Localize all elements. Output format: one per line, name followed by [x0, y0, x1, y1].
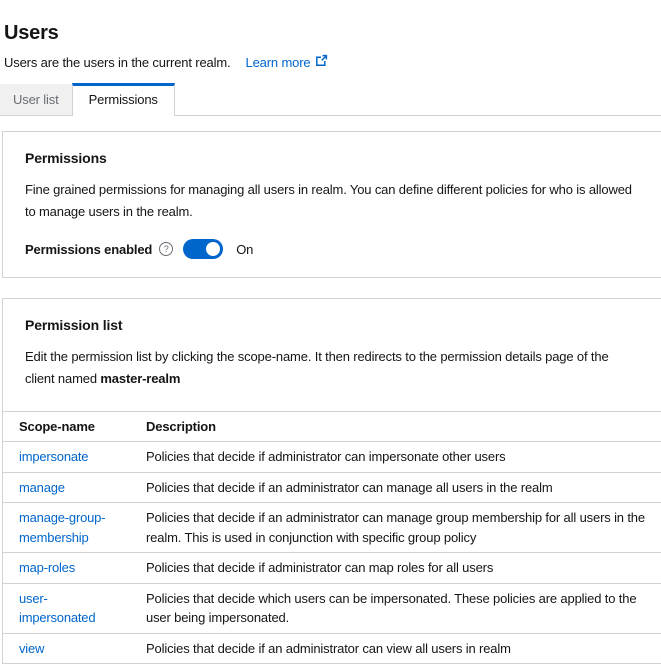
- row-description: Policies that decide if an administrator can manage group membership for all users in the realm. This is used in conjunction with specific group policy: [130, 503, 661, 553]
- row-description: Policies that decide if an administrator can view all users in realm: [130, 633, 661, 663]
- table-row: [3, 553, 661, 584]
- permission-list-description-text: Edit the permission list by clicking the scope-name. It then redirects to the permission details page of the client named: [25, 349, 609, 386]
- column-header-description: Description: [130, 412, 661, 442]
- permissions-card-title: Permissions: [25, 150, 107, 166]
- scope-link[interactable]: manage: [19, 479, 65, 495]
- tab-bar: [0, 83, 661, 116]
- table-row: [3, 442, 661, 473]
- tab-permissions[interactable]: Permissions: [72, 83, 175, 116]
- scope-link[interactable]: view: [19, 640, 45, 656]
- table-row: [3, 583, 661, 633]
- row-description: Policies that decide if an administrator can manage all users in the realm: [130, 472, 661, 503]
- scope-link[interactable]: map-roles: [19, 560, 75, 575]
- permissions-enabled-label: Permissions enabled: [25, 241, 153, 257]
- table-header-row: [3, 412, 661, 442]
- tab-user-list[interactable]: User list: [0, 84, 72, 115]
- row-description: Policies that decide if administrator can impersonate other users: [130, 442, 661, 473]
- permission-table: [3, 411, 661, 663]
- row-description: Policies that decide if administrator can map roles for all users: [130, 553, 661, 584]
- page-title: Users: [4, 22, 59, 44]
- help-question-icon[interactable]: ?: [159, 242, 173, 256]
- permissions-enabled-toggle[interactable]: [183, 239, 223, 259]
- permissions-card-description: Fine grained permissions for managing all users in realm. You can define different policies for who is allowed to manage users in the realm.: [25, 182, 632, 219]
- scope-link[interactable]: manage-group-membership: [19, 510, 106, 545]
- page-header: [0, 0, 661, 70]
- toggle-state-label: On: [236, 241, 254, 257]
- permissions-card: [2, 131, 661, 278]
- toggle-knob: [206, 242, 220, 256]
- permission-list-description: [25, 346, 637, 390]
- client-name: master-realm: [100, 371, 181, 386]
- external-link-icon: [315, 54, 328, 70]
- table-row: [3, 503, 661, 553]
- learn-more-label: Learn more: [245, 54, 311, 70]
- scope-link[interactable]: user-impersonated: [19, 590, 96, 625]
- permission-list-title: Permission list: [25, 317, 123, 333]
- scope-link[interactable]: impersonate: [19, 449, 89, 464]
- column-header-scope-name: Scope-name: [3, 412, 130, 442]
- permission-list-card: [2, 298, 661, 664]
- page-subtitle: Users are the users in the current realm.: [4, 54, 231, 70]
- learn-more-link[interactable]: [246, 54, 329, 70]
- row-description: Policies that decide which users can be impersonated. These policies are applied to the user being impersonated.: [130, 583, 661, 633]
- table-row: [3, 472, 661, 503]
